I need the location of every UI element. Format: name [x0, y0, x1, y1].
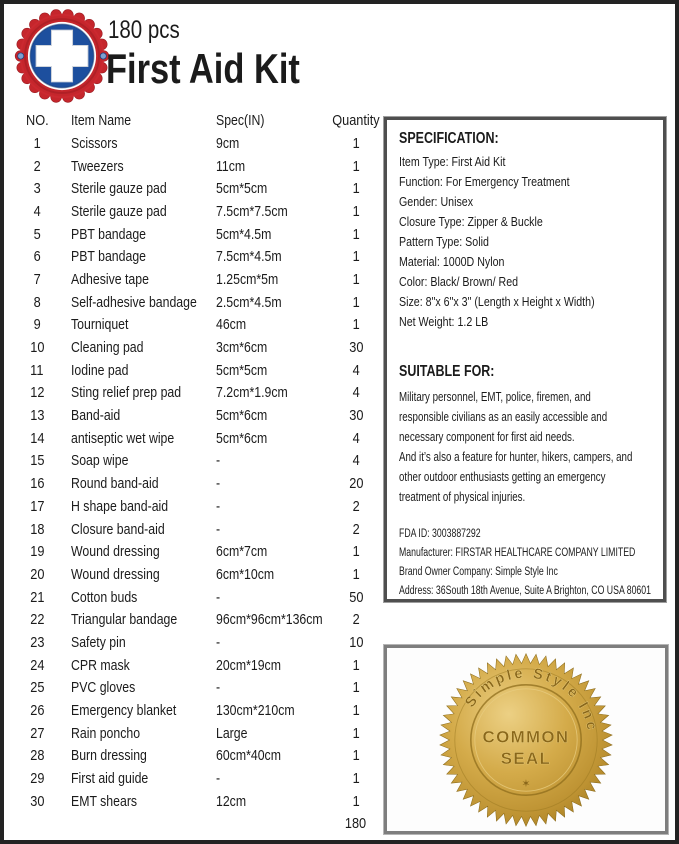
- table-row: 3 Sterile gauze pad 5cm*5cm 1: [33, 180, 360, 198]
- seal-arc-text: Simple Style Inc: [462, 665, 600, 734]
- table-total-row: [4, 813, 388, 836]
- table-row: 14 antiseptic wet wipe 5cm*6cm 4: [29, 429, 360, 447]
- total-quantity: 180: [345, 815, 367, 833]
- col-header-item-name: Item Name: [71, 111, 132, 129]
- table-row: 13 Band-aid 5cm*6cm 30: [29, 407, 364, 425]
- table-row: 6 PBT bandage 7.5cm*4.5m 1: [33, 248, 360, 266]
- table-row: 4 Sterile gauze pad 7.5cm*7.5cm 1: [33, 202, 360, 220]
- table-row: 18 Closure band-aid - 2: [29, 520, 360, 538]
- table-row: 11 Iodine pad 5cm*5cm 4: [30, 361, 360, 379]
- specification-heading: SPECIFICATION:: [399, 130, 499, 147]
- table-row: 17 H shape band-aid - 2: [29, 497, 360, 515]
- seal-panel: [384, 645, 668, 834]
- seal-text-line2: SEAL: [500, 748, 552, 768]
- table-row: 5 PBT bandage 5cm*4.5m 1: [33, 225, 360, 243]
- page-title: First Aid Kit: [106, 45, 300, 92]
- table-header-row: [4, 108, 388, 132]
- seal-star-glyph: ✶: [521, 777, 531, 790]
- table-row: 15 Soap wipe - 4: [29, 452, 360, 470]
- items-table: [4, 108, 388, 835]
- table-row: 12 Sting relief prep pad 7.2cm*1.9cm 4: [29, 384, 360, 402]
- table-row: 7 Adhesive tape 1.25cm*5m 1: [33, 270, 360, 288]
- table-row: 10 Cleaning pad 3cm*6cm 30: [29, 339, 364, 357]
- brand-owner: Brand Owner Company: Simple Style Inc: [399, 566, 558, 578]
- specification-lines: Item Type: First Aid Kit Function: For Emergency Treatment Gender: Unisex Closure Type: Zipper & Buckle Pattern Type: Solid Material: 1000D Nylon Color: Black/ Brown/ Red Size: 8"x 6"x 3" (Length x Height x Width) Net Weight: 1.2 LB: [399, 154, 595, 329]
- common-seal-icon: [437, 651, 615, 829]
- address: Address: 36South 18th Avenue, Suite A Brighton, CO USA 80601: [399, 585, 652, 597]
- table-row: 16 Round band-aid - 20: [29, 475, 364, 493]
- fda-id: FDA ID: 3003887292: [399, 528, 481, 540]
- table-row: 29 First aid guide - 1: [29, 770, 360, 788]
- seal-text-line1: COMMON: [482, 727, 570, 747]
- suitable-for-heading: SUITABLE FOR:: [399, 363, 495, 380]
- table-row: 30 EMT shears 12cm 1: [29, 792, 360, 810]
- col-header-no: NO.: [25, 111, 49, 129]
- first-aid-cross-logo-icon: [14, 8, 110, 104]
- table-row: 21 Cotton buds - 50: [29, 588, 364, 606]
- table-row: 26 Emergency blanket 130cm*210cm 1: [29, 702, 360, 720]
- col-header-quantity: Quantity: [332, 111, 380, 129]
- table-row: 9 Tourniquet 46cm 1: [33, 316, 360, 334]
- table-row: 8 Self-adhesive bandage 2.5cm*4.5m 1: [33, 293, 360, 311]
- table-row: 24 CPR mask 20cm*19cm 1: [29, 656, 360, 674]
- specification-panel: [384, 117, 666, 602]
- manufacturer: Manufacturer: FIRSTAR HEALTHCARE COMPANY LIMITED: [399, 547, 636, 559]
- table-row: 22 Triangular bandage 96cm*96cm*136cm 2: [29, 611, 360, 629]
- table-row: 2 Tweezers 11cm 1: [33, 157, 360, 175]
- table-row: 20 Wound dressing 6cm*10cm 1: [29, 565, 360, 583]
- table-row: 28 Burn dressing 60cm*40cm 1: [29, 747, 360, 765]
- table-row: 23 Safety pin - 10: [29, 633, 364, 651]
- table-row: 19 Wound dressing 6cm*7cm 1: [29, 543, 360, 561]
- col-header-spec: Spec(IN): [216, 111, 265, 129]
- company-info: [399, 525, 651, 601]
- suitable-for-text: Military personnel, EMT, police, firemen, and responsible civilians as an easily accessible and necessary component for first aid needs. And it’s also a feature for hunter, hikers, campers, and other outdoor enthusiasts getting an emergency treatment of physical injuries.: [399, 390, 633, 504]
- table-row: 25 PVC gloves - 1: [29, 679, 360, 697]
- table-row: 27 Rain poncho Large 1: [29, 724, 360, 742]
- piece-count: 180 pcs: [108, 16, 180, 44]
- table-row: 1 Scissors 9cm 1: [33, 134, 360, 152]
